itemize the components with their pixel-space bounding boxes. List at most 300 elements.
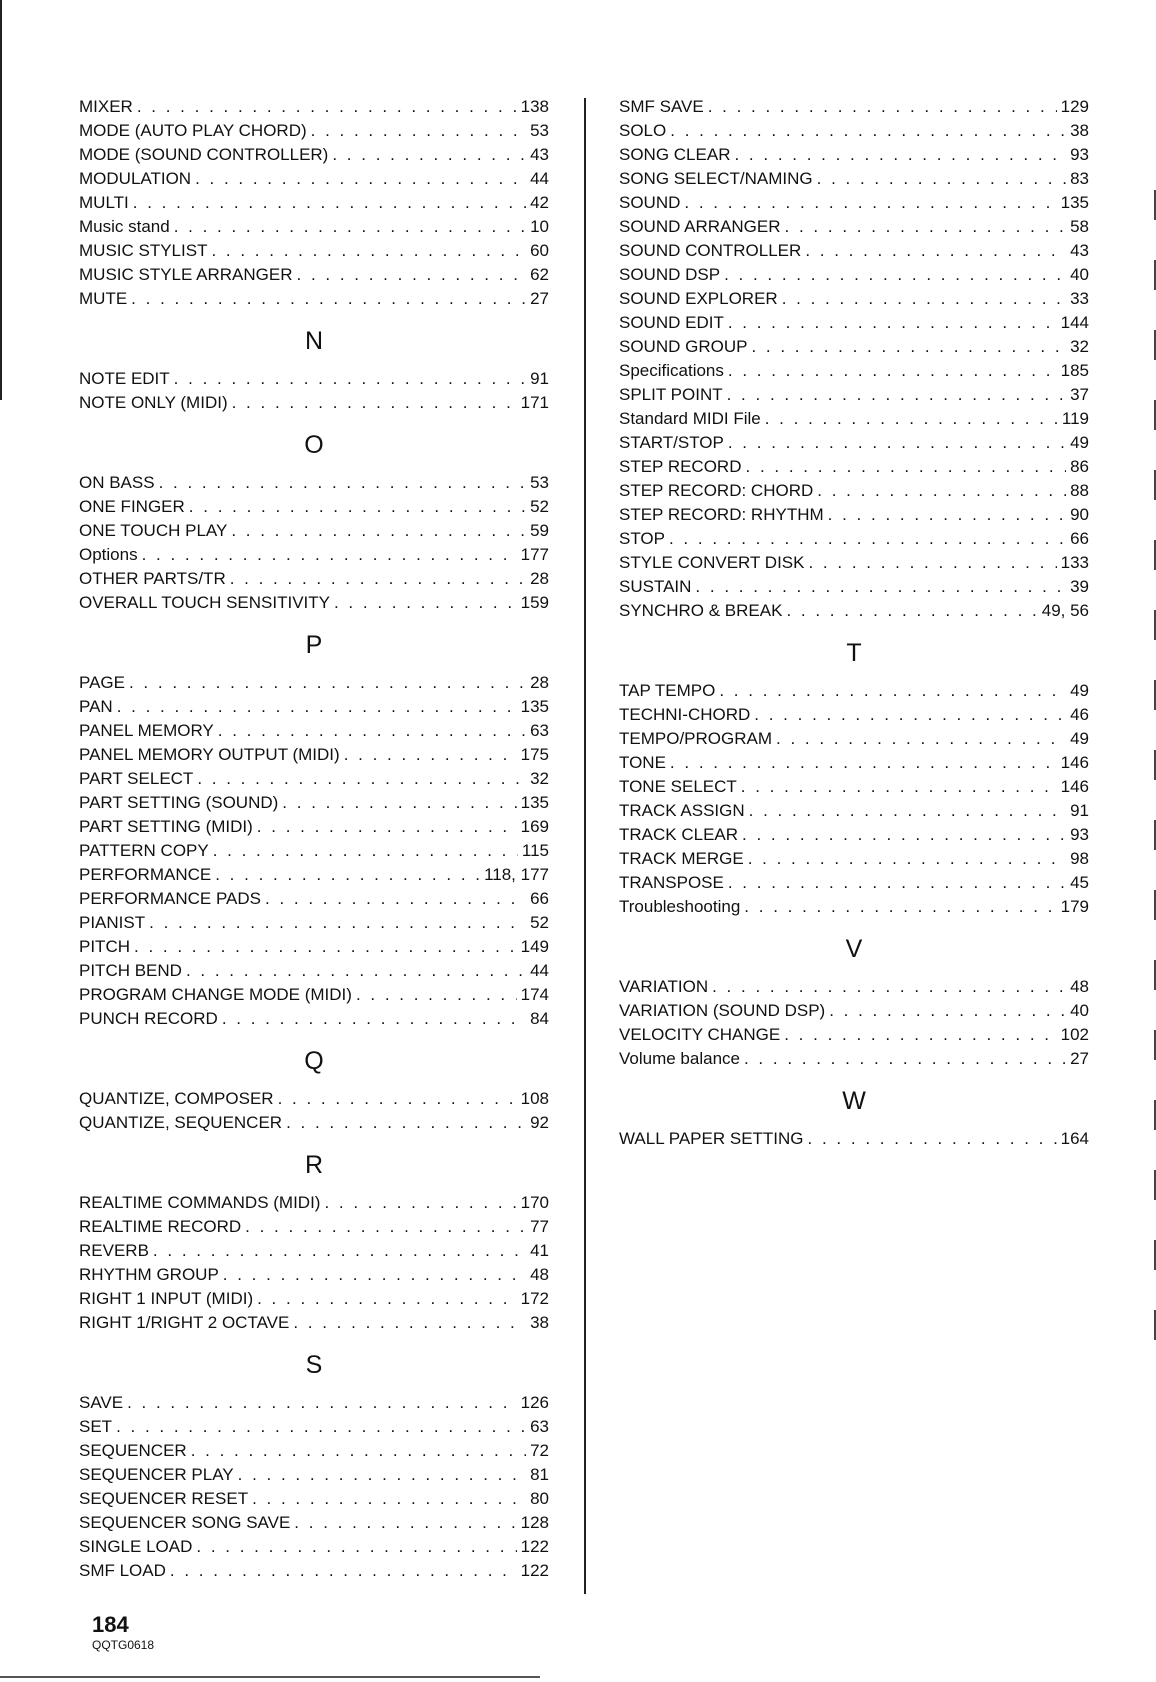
index-term: MUSIC STYLIST xyxy=(79,241,208,260)
dot-leader xyxy=(297,263,527,287)
index-term: SOUND DSP xyxy=(619,265,721,284)
index-entry xyxy=(79,1391,549,1415)
index-term: START/STOP xyxy=(619,433,724,452)
dot-leader xyxy=(191,1439,526,1463)
dot-leader xyxy=(817,479,1066,503)
section-letter: O xyxy=(304,431,324,459)
index-entry xyxy=(79,1263,549,1287)
index-term: STOP xyxy=(619,529,665,548)
dot-leader xyxy=(669,527,1066,551)
index-term: MODULATION xyxy=(79,169,192,188)
dot-leader xyxy=(712,975,1066,999)
dot-leader xyxy=(754,703,1066,727)
dot-leader xyxy=(748,847,1066,871)
index-term: SEQUENCER xyxy=(79,1441,187,1460)
index-entry xyxy=(619,359,1089,383)
dot-leader xyxy=(734,143,1066,167)
section-letter: S xyxy=(305,1351,323,1379)
index-term: SOUND GROUP xyxy=(619,337,748,356)
index-page-ref: 40 xyxy=(1070,1001,1089,1020)
index-term: TONE xyxy=(619,753,666,772)
page-footer xyxy=(92,1612,154,1652)
index-page-ref: 98 xyxy=(1070,849,1089,868)
index-term: PANEL MEMORY OUTPUT (MIDI) xyxy=(79,745,340,764)
dot-leader xyxy=(670,751,1057,775)
dot-leader xyxy=(719,679,1066,703)
dot-leader xyxy=(257,1287,517,1311)
index-term: MULTI xyxy=(79,193,129,212)
dot-leader xyxy=(724,263,1066,287)
index-page-ref: 72 xyxy=(530,1441,549,1460)
index-entry xyxy=(79,1287,549,1311)
index-entry xyxy=(619,215,1089,239)
index-entry xyxy=(79,839,549,863)
index-entry xyxy=(619,95,1089,119)
index-term: RIGHT 1 INPUT (MIDI) xyxy=(79,1289,254,1308)
section-letter: Q xyxy=(304,1047,324,1075)
index-column-right xyxy=(619,95,1089,1151)
index-term: SMF LOAD xyxy=(79,1561,166,1580)
index-entry xyxy=(79,671,549,695)
index-entry xyxy=(619,311,1089,335)
index-page-ref: 49, 56 xyxy=(1041,601,1089,620)
column-divider xyxy=(584,98,586,1594)
index-entry xyxy=(79,471,549,495)
index-page-ref: 28 xyxy=(530,673,549,692)
index-page-ref: 88 xyxy=(1070,481,1089,500)
index-page-ref: 63 xyxy=(530,1417,549,1436)
dot-leader xyxy=(174,215,526,239)
dot-leader xyxy=(238,1463,526,1487)
index-page-ref: 146 xyxy=(1060,753,1089,772)
index-term: PANEL MEMORY xyxy=(79,721,214,740)
dot-leader xyxy=(324,1191,516,1215)
index-entry xyxy=(619,239,1089,263)
index-page-ref: 43 xyxy=(530,145,549,164)
dot-leader xyxy=(159,471,526,495)
section-letter: P xyxy=(305,631,323,659)
index-term: TECHNI-CHORD xyxy=(619,705,751,724)
index-entry xyxy=(79,959,549,983)
index-page-ref: 60 xyxy=(530,241,549,260)
dot-leader xyxy=(728,871,1066,895)
index-entry xyxy=(619,527,1089,551)
index-term: PAGE xyxy=(79,673,125,692)
index-page-ref: 46 xyxy=(1070,705,1089,724)
dot-leader xyxy=(197,767,526,791)
index-term: SET xyxy=(79,1417,113,1436)
index-entry xyxy=(79,591,549,615)
dot-leader xyxy=(742,823,1066,847)
index-entry xyxy=(619,119,1089,143)
index-entry xyxy=(79,911,549,935)
index-term: SPLIT POINT xyxy=(619,385,723,404)
index-term: MODE (AUTO PLAY CHORD) xyxy=(79,121,307,140)
index-term: SEQUENCER RESET xyxy=(79,1489,249,1508)
index-entry xyxy=(79,791,549,815)
index-entry xyxy=(619,999,1089,1023)
dot-leader xyxy=(727,383,1066,407)
index-entry xyxy=(79,1087,549,1111)
index-page-ref: 37 xyxy=(1070,385,1089,404)
index-term: PART SELECT xyxy=(79,769,194,788)
dot-leader xyxy=(218,719,526,743)
index-term: STEP RECORD: CHORD xyxy=(619,481,814,500)
dot-leader xyxy=(286,1111,526,1135)
index-page-ref: 81 xyxy=(530,1465,549,1484)
index-page-ref: 128 xyxy=(520,1513,549,1532)
index-term: VARIATION (SOUND DSP) xyxy=(619,1001,826,1020)
index-term: SYNCHRO & BREAK xyxy=(619,601,783,620)
dot-leader xyxy=(134,935,517,959)
index-page-ref: 172 xyxy=(520,1289,549,1308)
dot-leader xyxy=(174,367,526,391)
index-entry xyxy=(619,975,1089,999)
index-entry xyxy=(79,239,549,263)
index-entry xyxy=(79,1007,549,1031)
dot-leader xyxy=(257,815,517,839)
index-entry xyxy=(79,1111,549,1135)
index-entry xyxy=(79,887,549,911)
index-page-ref: 164 xyxy=(1060,1129,1089,1148)
index-page-ref: 91 xyxy=(1070,801,1089,820)
index-term: RHYTHM GROUP xyxy=(79,1265,219,1284)
index-page-ref: 84 xyxy=(530,1009,549,1028)
index-entry xyxy=(79,1487,549,1511)
dot-leader xyxy=(230,567,526,591)
dot-leader xyxy=(708,95,1057,119)
index-page-ref: 77 xyxy=(530,1217,549,1236)
dot-leader xyxy=(265,887,526,911)
index-page-ref: 93 xyxy=(1070,145,1089,164)
index-column-left xyxy=(79,95,549,1583)
index-entry xyxy=(79,1239,549,1263)
index-term: TRACK CLEAR xyxy=(619,825,739,844)
index-term: SOLO xyxy=(619,121,667,140)
index-term: PART SETTING (MIDI) xyxy=(79,817,253,836)
index-entry xyxy=(619,455,1089,479)
index-entry xyxy=(619,599,1089,623)
index-page-ref: 42 xyxy=(530,193,549,212)
dot-leader xyxy=(334,591,517,615)
index-entry xyxy=(79,263,549,287)
index-entry xyxy=(79,935,549,959)
index-term: SOUND xyxy=(619,193,681,212)
index-page-ref: 91 xyxy=(530,369,549,388)
index-page-ref: 66 xyxy=(530,889,549,908)
dot-leader xyxy=(805,239,1066,263)
index-entry xyxy=(619,143,1089,167)
index-page-ref: 185 xyxy=(1060,361,1089,380)
dot-leader xyxy=(245,1215,526,1239)
index-entry xyxy=(79,143,549,167)
index-term: PROGRAM CHANGE MODE (MIDI) xyxy=(79,985,352,1004)
dot-leader xyxy=(829,999,1066,1023)
index-term: VELOCITY CHANGE xyxy=(619,1025,781,1044)
index-entry xyxy=(619,775,1089,799)
index-term: NOTE EDIT xyxy=(79,369,170,388)
index-page-ref: 92 xyxy=(530,1113,549,1132)
dot-leader xyxy=(828,503,1066,527)
dot-leader xyxy=(117,695,517,719)
index-term: Standard MIDI File xyxy=(619,409,761,428)
index-page-ref: 41 xyxy=(530,1241,549,1260)
index-entry xyxy=(79,1511,549,1535)
index-entry xyxy=(79,1535,549,1559)
index-term: SUSTAIN xyxy=(619,577,692,596)
dot-leader xyxy=(728,359,1057,383)
index-term: PATTERN COPY xyxy=(79,841,209,860)
dot-leader xyxy=(784,1023,1056,1047)
index-term: Specifications xyxy=(619,361,724,380)
dot-leader xyxy=(311,119,526,143)
index-page-ref: 49 xyxy=(1070,729,1089,748)
index-term: TAP TEMPO xyxy=(619,681,716,700)
index-entry xyxy=(619,1023,1089,1047)
index-term: MUSIC STYLE ARRANGER xyxy=(79,265,293,284)
index-page-ref: 122 xyxy=(520,1537,549,1556)
index-term: QUANTIZE, COMPOSER xyxy=(79,1089,274,1108)
index-term: PERFORMANCE PADS xyxy=(79,889,261,908)
index-term: Troubleshooting xyxy=(619,897,741,916)
index-term: PUNCH RECORD xyxy=(79,1009,218,1028)
index-entry xyxy=(79,815,549,839)
index-entry xyxy=(79,543,549,567)
dot-leader xyxy=(808,1127,1057,1151)
index-term: VARIATION xyxy=(619,977,709,996)
index-page-ref: 119 xyxy=(1061,409,1089,428)
index-entry xyxy=(619,871,1089,895)
dot-leader xyxy=(222,1007,526,1031)
index-term: PITCH xyxy=(79,937,130,956)
index-page-ref: 44 xyxy=(530,169,549,188)
dot-leader xyxy=(142,543,517,567)
index-page-ref: 126 xyxy=(520,1393,549,1412)
index-entry xyxy=(619,895,1089,919)
index-page-ref: 32 xyxy=(530,769,549,788)
page-number: 184 xyxy=(92,1612,129,1637)
dot-leader xyxy=(294,1511,516,1535)
index-page-ref: 59 xyxy=(530,521,549,540)
dot-leader xyxy=(744,1047,1066,1071)
dot-leader xyxy=(356,983,517,1007)
index-term: SONG SELECT/NAMING xyxy=(619,169,813,188)
index-entry xyxy=(79,1559,549,1583)
index-term: SINGLE LOAD xyxy=(79,1537,193,1556)
index-page-ref: 48 xyxy=(1070,977,1089,996)
index-entry xyxy=(619,383,1089,407)
index-page-ref: 138 xyxy=(520,97,549,116)
index-page-ref: 45 xyxy=(1070,873,1089,892)
index-entry xyxy=(79,287,549,311)
index-page-ref: 135 xyxy=(520,793,549,812)
section-letter: T xyxy=(846,639,862,667)
index-entry xyxy=(79,983,549,1007)
dot-leader xyxy=(765,407,1058,431)
index-page-ref: 38 xyxy=(1070,121,1089,140)
index-page-ref: 49 xyxy=(1070,433,1089,452)
document-code: QQTG0618 xyxy=(92,1638,155,1652)
index-term: RIGHT 1/RIGHT 2 OCTAVE xyxy=(79,1313,290,1332)
index-term: MUTE xyxy=(79,289,128,308)
index-term: STYLE CONVERT DISK xyxy=(619,553,805,572)
index-entry xyxy=(619,703,1089,727)
dot-leader xyxy=(278,1087,517,1111)
index-entry xyxy=(79,391,549,415)
index-entry xyxy=(619,263,1089,287)
index-entry xyxy=(619,847,1089,871)
index-entry xyxy=(79,215,549,239)
scan-edge-left xyxy=(0,0,2,400)
index-term: PAN xyxy=(79,697,113,716)
index-entry xyxy=(79,95,549,119)
index-term: REALTIME RECORD xyxy=(79,1217,242,1236)
dot-leader xyxy=(344,743,517,767)
index-page-ref: 93 xyxy=(1070,825,1089,844)
index-page-ref: 175 xyxy=(520,745,549,764)
dot-leader xyxy=(133,191,526,215)
index-term: STEP RECORD: RHYTHM xyxy=(619,505,824,524)
index-term: TRACK MERGE xyxy=(619,849,744,868)
index-page-ref: 135 xyxy=(1060,193,1089,212)
section-letter: N xyxy=(304,327,324,355)
dot-leader xyxy=(282,791,516,815)
dot-leader xyxy=(728,431,1066,455)
index-entry xyxy=(79,719,549,743)
index-page-ref: 62 xyxy=(530,265,549,284)
dot-leader xyxy=(776,727,1066,751)
index-page-ref: 174 xyxy=(520,985,549,1004)
index-entry xyxy=(79,567,549,591)
index-entry xyxy=(619,727,1089,751)
index-page-ref: 122 xyxy=(520,1561,549,1580)
index-term: OTHER PARTS/TR xyxy=(79,569,226,588)
index-entry xyxy=(79,191,549,215)
index-page-ref: 53 xyxy=(530,473,549,492)
index-term: REALTIME COMMANDS (MIDI) xyxy=(79,1193,321,1212)
index-page-ref: 49 xyxy=(1070,681,1089,700)
index-entry xyxy=(79,119,549,143)
index-entry xyxy=(619,503,1089,527)
index-page-ref: 39 xyxy=(1070,577,1089,596)
dot-leader xyxy=(670,119,1066,143)
index-page-ref: 135 xyxy=(520,697,549,716)
dot-leader xyxy=(215,863,480,887)
index-term: TRANSPOSE xyxy=(619,873,724,892)
index-page-ref: 63 xyxy=(530,721,549,740)
dot-leader xyxy=(129,671,526,695)
dot-leader xyxy=(785,215,1067,239)
index-term: SONG CLEAR xyxy=(619,145,731,164)
index-entry xyxy=(79,1439,549,1463)
index-term: SEQUENCER SONG SAVE xyxy=(79,1513,291,1532)
index-term: SOUND EXPLORER xyxy=(619,289,778,308)
index-entry xyxy=(619,551,1089,575)
dot-leader xyxy=(196,1535,516,1559)
index-page-ref: 27 xyxy=(530,289,549,308)
index-page-ref: 66 xyxy=(1070,529,1089,548)
dot-leader xyxy=(189,495,526,519)
index-page-ref: 177 xyxy=(520,545,549,564)
index-page-ref: 90 xyxy=(1070,505,1089,524)
index-entry xyxy=(619,287,1089,311)
index-page-ref: 43 xyxy=(1070,241,1089,260)
index-entry xyxy=(619,679,1089,703)
dot-leader xyxy=(252,1487,526,1511)
index-page-ref: 144 xyxy=(1060,313,1089,332)
section-letter: W xyxy=(842,1087,866,1115)
index-entry xyxy=(619,1047,1089,1071)
dot-leader xyxy=(728,311,1057,335)
index-entry xyxy=(619,751,1089,775)
dot-leader xyxy=(213,839,518,863)
dot-leader xyxy=(684,191,1056,215)
index-page-ref: 133 xyxy=(1060,553,1089,572)
index-page-ref: 102 xyxy=(1060,1025,1089,1044)
index-term: ONE FINGER xyxy=(79,497,185,516)
index-term: Options xyxy=(79,545,138,564)
index-entry xyxy=(79,167,549,191)
index-entry xyxy=(619,479,1089,503)
index-term: PERFORMANCE xyxy=(79,865,212,884)
index-term: SMF SAVE xyxy=(619,97,704,116)
index-term: MODE (SOUND CONTROLLER) xyxy=(79,145,329,164)
index-entry xyxy=(619,431,1089,455)
index-page-ref: 40 xyxy=(1070,265,1089,284)
index-page-ref: 171 xyxy=(520,393,549,412)
dot-leader xyxy=(153,1239,526,1263)
index-page-ref: 52 xyxy=(530,913,549,932)
index-page-ref: 80 xyxy=(530,1489,549,1508)
dot-leader xyxy=(749,799,1066,823)
dot-leader xyxy=(149,911,526,935)
dot-leader xyxy=(293,1311,526,1335)
index-term: Music stand xyxy=(79,217,170,236)
index-entry xyxy=(79,1463,549,1487)
index-term: REVERB xyxy=(79,1241,149,1260)
index-entry xyxy=(79,1415,549,1439)
index-term: SOUND EDIT xyxy=(619,313,724,332)
index-term: QUANTIZE, SEQUENCER xyxy=(79,1113,283,1132)
index-entry xyxy=(79,367,549,391)
index-page-ref: 33 xyxy=(1070,289,1089,308)
index-term: STEP RECORD xyxy=(619,457,742,476)
dot-leader xyxy=(223,1263,526,1287)
index-entry xyxy=(79,743,549,767)
index-term: TRACK ASSIGN xyxy=(619,801,745,820)
index-entry xyxy=(79,1191,549,1215)
index-term: SAVE xyxy=(79,1393,124,1412)
index-page-ref: 146 xyxy=(1060,777,1089,796)
index-page-ref: 129 xyxy=(1060,97,1089,116)
index-page-ref: 38 xyxy=(530,1313,549,1332)
index-page-ref: 115 xyxy=(521,841,549,860)
dot-leader xyxy=(127,1391,517,1415)
index-term: SOUND CONTROLLER xyxy=(619,241,802,260)
index-term: ON BASS xyxy=(79,473,155,492)
scan-edge-bottom xyxy=(0,1676,540,1678)
index-entry xyxy=(619,167,1089,191)
index-term: PART SETTING (SOUND) xyxy=(79,793,279,812)
index-page-ref: 108 xyxy=(520,1089,549,1108)
index-page-ref: 58 xyxy=(1070,217,1089,236)
index-term: WALL PAPER SETTING xyxy=(619,1129,804,1148)
index-page-ref: 28 xyxy=(530,569,549,588)
dot-leader xyxy=(782,287,1066,311)
dot-leader xyxy=(231,519,526,543)
index-page-ref: 86 xyxy=(1070,457,1089,476)
index-term: ONE TOUCH PLAY xyxy=(79,521,228,540)
